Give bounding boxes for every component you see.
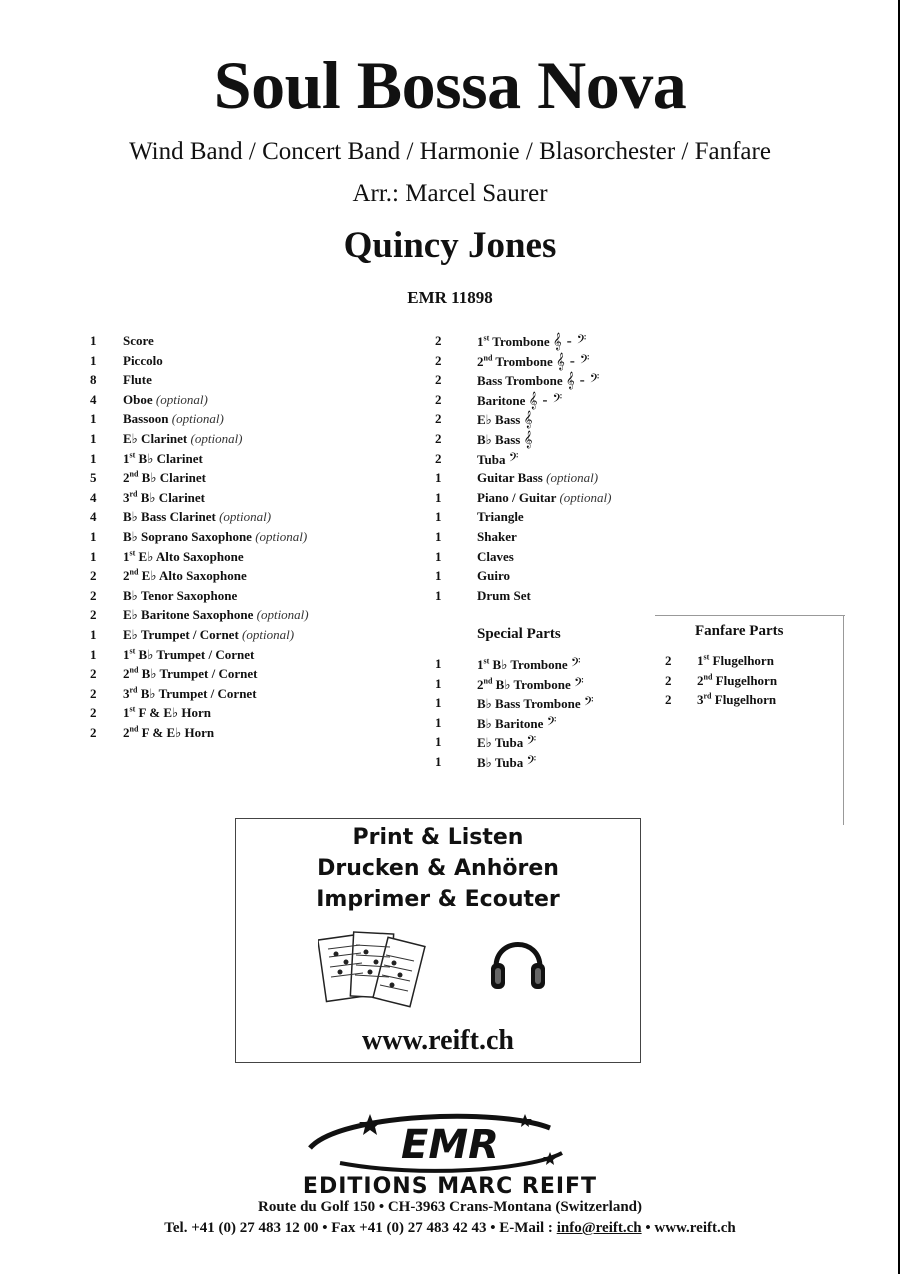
part-quantity: 1 [90,411,97,427]
part-ordinal-suffix: st [129,646,136,656]
part-label: Claves [477,548,514,564]
part-label: E♭ Tuba [477,735,527,751]
promo-line-french: Imprimer & Ecouter [316,887,560,912]
part-ordinal-suffix: nd [129,665,139,675]
part-ordinal-suffix: st [483,333,490,343]
part-name [697,652,774,670]
part-name [123,450,203,468]
part-name [123,626,294,644]
part-ordinal-suffix: st [703,652,710,662]
special-parts-heading: Special Parts [477,626,561,642]
optional-note: (optional) [242,627,295,642]
optional-note: (optional) [190,431,243,446]
part-quantity: 2 [90,607,97,623]
part-name [477,567,510,585]
part-ordinal: 2 [697,672,704,688]
part-name [477,391,562,410]
part-quantity: 2 [435,411,442,427]
part-name [123,430,243,448]
part-quantity: 2 [435,333,442,348]
part-name [123,646,254,664]
part-ordinal: 1 [123,548,130,564]
optional-note: (optional) [255,529,308,544]
part-ordinal: 2 [123,470,130,486]
optional-note: (optional) [256,607,309,623]
part-quantity: 1 [90,627,97,642]
part-name [123,606,309,624]
part-label: Tuba [477,451,509,467]
clef-icon: 𝄞 [523,410,533,429]
part-label: Flute [123,372,152,388]
part-label: B♭ Trombone [489,657,571,672]
part-label: E♭ Alto Saxophone [138,568,247,584]
part-quantity: 5 [90,470,97,486]
part-name [697,672,777,690]
part-label: Flugelhorn [712,672,778,688]
part-quantity: 1 [90,333,97,348]
part-label: Flugelhorn [709,653,774,668]
optional-note: (optional) [559,489,612,505]
part-name [123,685,257,703]
part-quantity: 2 [435,391,442,407]
email-link[interactable]: info@reift.ch [556,1220,642,1236]
part-quantity: 1 [435,529,442,544]
part-quantity: 4 [90,489,97,505]
clef-icon: 𝄞 - 𝄢 [552,332,587,350]
part-label: Score [123,333,154,348]
part-quantity: 1 [435,754,442,769]
ensemble-subtitle: Wind Band / Concert Band / Harmonie / Blasorchester / Fanfare [129,138,771,165]
clef-icon: 𝄢 [570,655,581,673]
part-label: B♭ Soprano Saxophone [123,529,256,544]
part-name [477,675,584,694]
part-label: B♭ Baritone [477,715,547,731]
part-quantity: 2 [435,450,442,466]
part-label: Drum Set [477,587,531,603]
clef-icon: 𝄢 [508,449,519,468]
part-label: B♭ Bass Clarinet [123,509,220,525]
part-name [123,371,152,389]
part-name [477,410,532,429]
part-label: Piano / Guitar [477,489,560,505]
part-name [123,587,237,605]
part-label: B♭ Trumpet / Cornet [138,666,258,682]
part-label: B♭ Tuba [477,755,527,770]
part-quantity: 1 [435,656,442,671]
part-name [477,753,536,772]
part-label: B♭ Trombone [492,676,575,692]
contact-phone-fax: Tel. +41 (0) 27 483 12 00 • Fax +41 (0) 27 483 42 43 • E-Mail : [164,1220,557,1236]
promo-url: www.reift.ch [362,1025,514,1056]
part-ordinal-suffix: nd [129,469,139,479]
clef-icon: 𝄞 - 𝄢 [565,371,600,390]
part-quantity: 2 [665,692,672,708]
part-quantity: 2 [90,587,97,603]
part-ordinal-suffix: nd [703,672,713,682]
promo-line-german: Drucken & Anhören [317,856,559,881]
part-ordinal: 1 [697,653,704,668]
part-quantity: 1 [435,675,442,691]
part-name [123,469,206,487]
part-quantity: 1 [435,695,442,711]
part-label: Triangle [477,509,524,525]
part-name [123,391,208,409]
part-quantity: 2 [90,705,97,721]
part-quantity: 1 [90,529,97,544]
part-ordinal: 2 [123,666,130,682]
part-quantity: 1 [90,450,97,466]
fanfare-parts-list [665,652,835,712]
part-label: B♭ Bass [477,432,524,447]
optional-note: (optional) [546,470,599,486]
part-name [477,587,531,605]
part-ordinal: 1 [123,450,130,466]
clef-icon: 𝄢 [574,674,584,693]
clef-icon: 𝄞 - 𝄢 [555,351,590,370]
part-ordinal-suffix: st [129,705,136,715]
part-name [697,691,776,709]
parts-list-left [90,332,430,752]
emr-logo [300,1108,600,1178]
part-ordinal: 1 [477,334,484,349]
part-ordinal: 2 [123,568,130,584]
part-ordinal-suffix: rd [129,489,138,499]
clef-icon: 𝄢 [526,733,537,752]
part-ordinal-suffix: st [129,548,136,558]
part-name [477,469,598,487]
print-listen-box [235,818,641,1063]
part-quantity: 2 [435,372,442,388]
part-name [123,410,224,428]
part-label: E♭ Baritone Saxophone [123,607,257,623]
part-quantity: 1 [435,734,442,750]
part-quantity: 1 [435,470,442,486]
part-name [123,489,205,507]
optional-note: (optional) [219,509,272,525]
optional-note: (optional) [155,391,208,407]
fanfare-box-border-right [843,615,844,825]
composer-name: Quincy Jones [343,225,557,266]
part-ordinal: 1 [123,646,130,662]
part-name [477,332,586,351]
part-name [477,694,594,713]
part-ordinal: 2 [477,353,484,369]
part-quantity: 1 [435,489,442,505]
part-ordinal-suffix: nd [129,724,139,734]
part-quantity: 2 [665,653,672,668]
part-label: F & E♭ Horn [135,705,211,721]
part-label: E♭ Alto Saxophone [135,548,244,564]
part-label: E♭ Clarinet [123,431,191,446]
part-ordinal: 1 [477,657,484,672]
part-label: E♭ Bass [477,412,524,428]
part-name [477,508,524,526]
part-quantity: 1 [435,714,442,730]
publisher-contact [0,1220,900,1237]
publisher-address: Route du Golf 150 • CH-3963 Crans-Montana (Switzerland) [258,1199,642,1215]
optional-note: (optional) [171,411,224,427]
fanfare-parts-heading: Fanfare Parts [695,623,784,639]
part-quantity: 1 [90,548,97,564]
part-ordinal: 3 [123,489,130,505]
part-ordinal-suffix: rd [703,691,712,701]
part-quantity: 2 [90,666,97,682]
part-ordinal: 1 [123,705,130,721]
part-label: B♭ Tenor Saxophone [123,587,238,603]
part-label: B♭ Trumpet / Cornet [137,685,257,701]
part-ordinal-suffix: rd [129,685,138,695]
part-quantity: 2 [90,568,97,584]
part-quantity: 2 [435,431,442,446]
part-quantity: 2 [665,672,672,688]
part-name [477,450,518,469]
part-quantity: 2 [90,725,97,740]
clef-icon: 𝄞 - 𝄢 [528,390,563,409]
parts-list-middle [435,332,655,612]
headphones-icon [488,927,548,997]
part-label: Flugelhorn [711,692,777,708]
contact-website: • www.reift.ch [641,1220,736,1236]
part-name [123,508,271,526]
part-quantity: 1 [90,352,97,368]
part-ordinal-suffix: st [483,656,490,666]
part-quantity: 8 [90,372,97,388]
part-ordinal-suffix: nd [483,676,493,686]
part-quantity: 1 [90,646,97,662]
part-name [123,704,211,722]
part-name [123,548,244,566]
part-quantity: 1 [435,548,442,564]
part-ordinal: 3 [697,692,704,708]
part-quantity: 1 [435,587,442,603]
part-ordinal-suffix: nd [129,567,139,577]
part-quantity: 4 [90,509,97,525]
part-name [477,714,556,733]
score-title: Soul Bossa Nova [213,47,687,123]
arranger-credit: Arr.: Marcel Saurer [352,180,548,207]
part-label: B♭ Clarinet [135,450,203,466]
sheet-music-icon [318,927,428,1017]
part-ordinal: 2 [123,725,130,740]
part-label: Piccolo [123,352,163,368]
part-name [477,371,599,390]
part-label: Guiro [477,568,510,584]
part-quantity: 2 [90,685,97,701]
part-label: Shaker [477,529,517,544]
part-label: Trombone [489,334,553,349]
part-name [123,352,163,370]
part-quantity: 1 [90,431,97,446]
part-name [123,665,257,683]
special-parts-list [435,655,655,775]
part-label: Baritone [477,392,529,408]
part-label: B♭ Bass Trombone [477,696,584,712]
clef-icon: 𝄞 [523,430,533,448]
part-label: F & E♭ Horn [138,725,215,740]
logo-lettering: EMR [401,1122,499,1168]
part-name [477,489,611,507]
clef-icon: 𝄢 [546,713,557,732]
part-label: B♭ Clarinet [138,470,206,486]
part-name [477,733,536,752]
part-name [123,528,307,546]
part-label: Bass Trombone [477,373,566,389]
part-quantity: 2 [435,352,442,368]
part-label: Oboe [123,391,156,407]
promo-line-english: Print & Listen [352,825,524,850]
part-name [477,655,581,674]
part-ordinal-suffix: st [129,450,136,460]
part-name [123,332,154,350]
fanfare-box-border-top [655,615,845,616]
part-quantity: 4 [90,391,97,407]
clef-icon: 𝄢 [583,694,594,713]
part-label: B♭ Trumpet / Cornet [135,646,255,662]
part-name [477,528,517,546]
part-name [477,352,589,371]
part-label: B♭ Clarinet [137,489,206,505]
catalog-number: EMR 11898 [407,288,493,307]
publisher-name: EDITIONS MARC REIFT [302,1174,598,1199]
part-name [477,548,514,566]
part-name [123,567,247,585]
part-name [123,724,214,742]
part-name [477,430,532,449]
part-label: Bassoon [123,411,172,427]
part-label: E♭ Trumpet / Cornet [123,627,243,642]
clef-icon: 𝄢 [526,753,537,771]
part-label: Trombone [492,353,556,369]
part-ordinal: 2 [477,676,484,692]
part-quantity: 1 [435,568,442,584]
part-quantity: 1 [435,509,442,525]
part-ordinal-suffix: nd [483,353,493,363]
part-ordinal: 3 [123,685,130,701]
part-label: Guitar Bass [477,470,547,486]
